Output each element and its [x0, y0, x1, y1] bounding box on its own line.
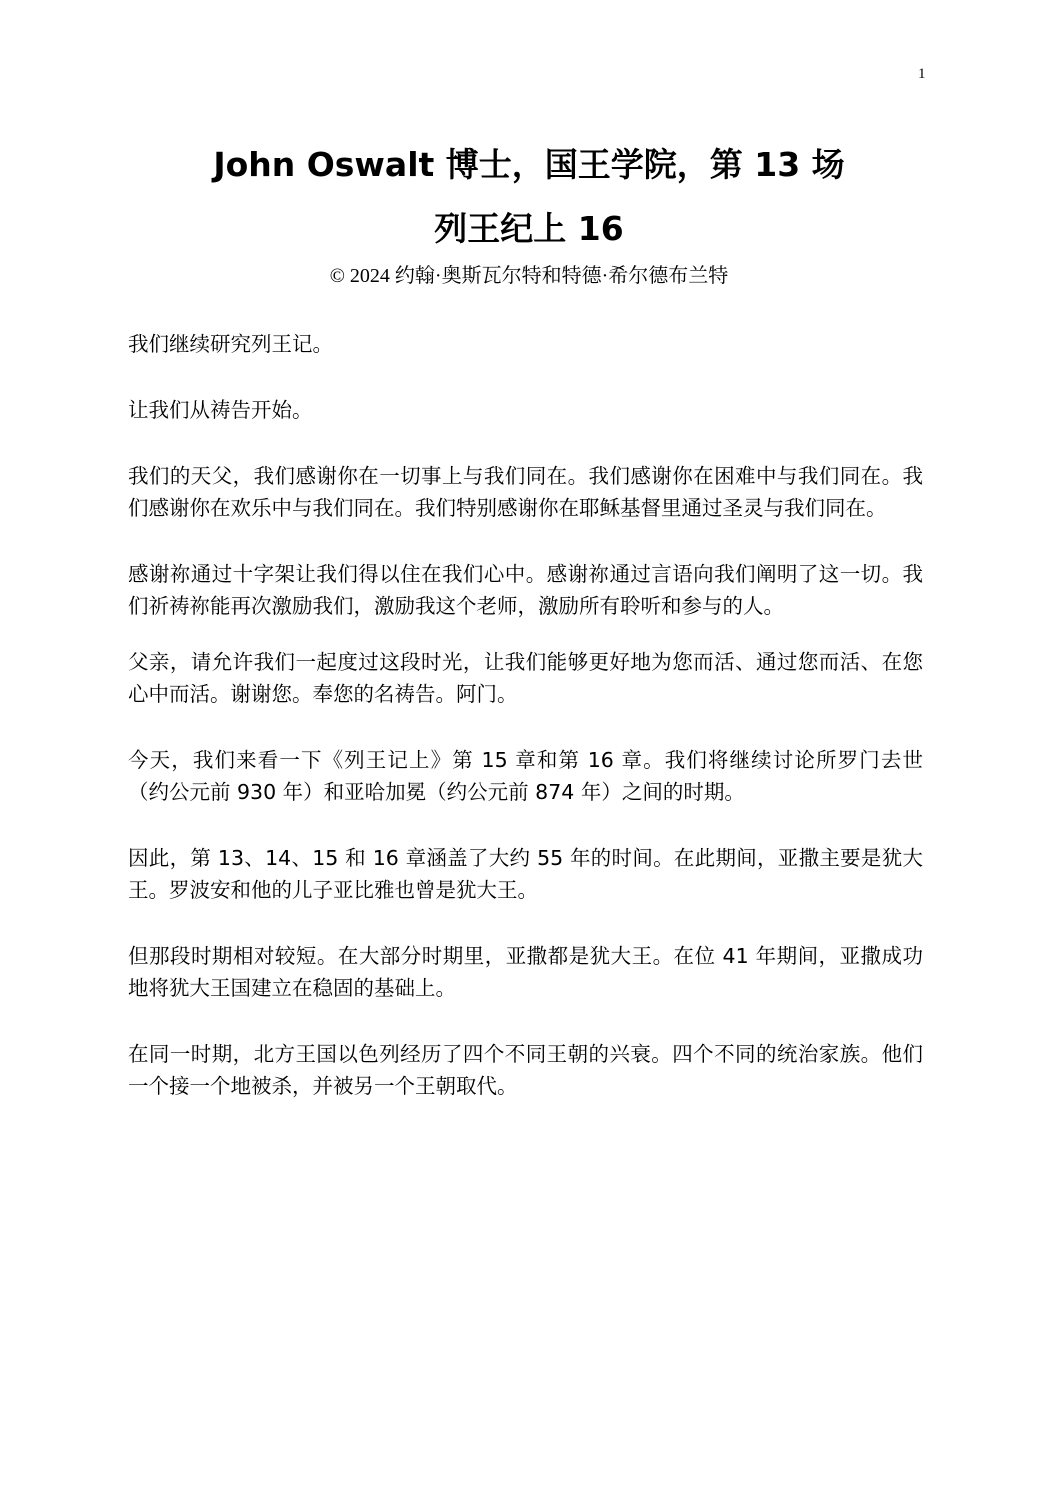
- document-subtitle: 列王纪上 16: [434, 209, 624, 248]
- copyright-line: © 2024 约翰·奥斯瓦尔特和特德·希尔德布兰特: [329, 265, 729, 287]
- body-text: [128, 328, 923, 1102]
- paragraph: 但那段时期相对较短。在大部分时期里，亚撒都是犹大王。在位 41 年期间，亚撒成功地将犹大王国建立在稳固的基础上。: [128, 944, 923, 1000]
- paragraph: 我们继续研究列王记。: [128, 332, 333, 356]
- page-number: 1: [918, 66, 926, 82]
- paragraph: 感谢祢通过十字架让我们得以住在我们心中。感谢祢通过言语向我们阐明了这一切。我们祈祷祢能再次激励我们，激励我这个老师，激励所有聆听和参与的人。: [128, 562, 923, 618]
- document-title: John Oswalt 博士，国王学院，第 13 场: [213, 145, 845, 184]
- paragraph: 父亲，请允许我们一起度过这段时光，让我们能够更好地为您而活、通过您而活、在您心中而活。谢谢您。奉您的名祷告。阿门。: [128, 650, 923, 706]
- paragraph: 今天，我们来看一下《列王记上》第 15 章和第 16 章。我们将继续讨论所罗门去世（约公元前 930 年）和亚哈加冕（约公元前 874 年）之间的时期。: [128, 748, 923, 804]
- paragraph: 因此，第 13、14、15 和 16 章涵盖了大约 55 年的时间。在此期间，亚撒主要是犹大王。罗波安和他的儿子亚比雅也曾是犹大王。: [128, 846, 923, 902]
- paragraph: 让我们从祷告开始。: [128, 398, 313, 422]
- paragraph: 在同一时期，北方王国以色列经历了四个不同王朝的兴衰。四个不同的统治家族。他们一个接一个地被杀，并被另一个王朝取代。: [128, 1042, 923, 1098]
- paragraph: 我们的天父，我们感谢你在一切事上与我们同在。我们感谢你在困难中与我们同在。我们感谢你在欢乐中与我们同在。我们特别感谢你在耶稣基督里通过圣灵与我们同在。: [128, 464, 923, 520]
